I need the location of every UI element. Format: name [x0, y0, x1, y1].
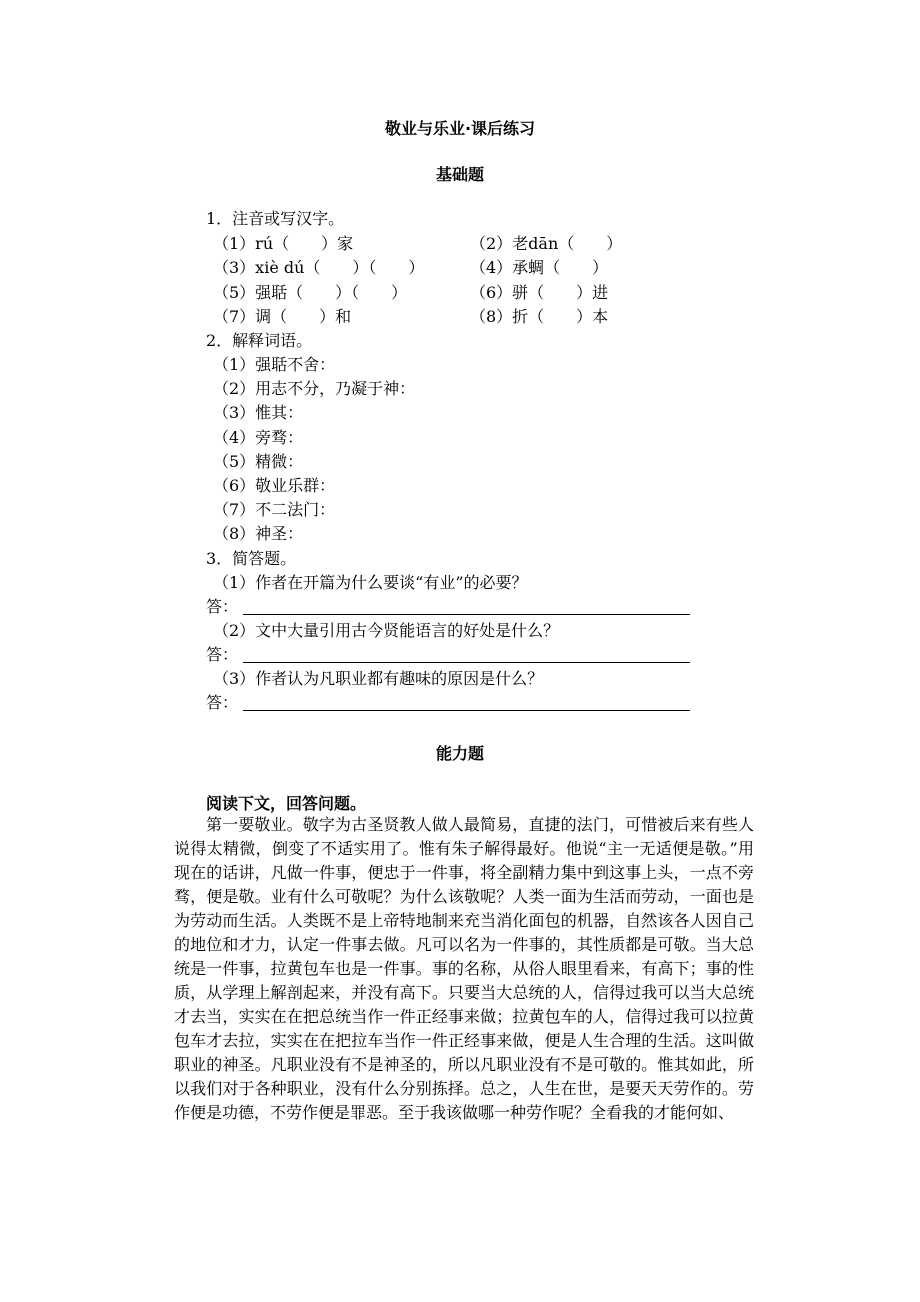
- q2-item-3: （3）惟其：: [213, 403, 304, 422]
- q1-item-3: （3）xiè dú（ ）（ ）: [213, 258, 425, 277]
- q3-question-1: （1）作者在开篇为什么要谈“有业”的必要？: [213, 573, 528, 592]
- reading-heading: 阅读下文，回答问题。: [206, 794, 367, 813]
- reading-passage: [174, 813, 754, 1125]
- q3-answer-label-2: 答：: [206, 645, 239, 664]
- q1-item-6: （6）骈（ ）进: [470, 283, 609, 302]
- passage-paragraph: 第一要敬业。敬字为古圣贤教人做人最简易，直捷的法门，可惜被后来有些人说得太精微，倒变了不适实用了。惟有朱子解得最好。他说“主一无适便是敬。”用现在的话讲，凡做一件事，便忠于一件事，将全副精力集中到这事上头，一点不旁骛，便是敬。业有什么可敬呢？为什么该敬呢？人类一面为生活而劳动，一面也是为劳动而生活。人类既不是上帝特地制来充当消化面包的机器，自然该各人因自己的地位和才力，认定一件事去做。凡可以名为一件事的，其性质都是可敬。当大总统是一件事，拉黄包车也是一件事。事的名称，从俗人眼里看来，有高下；事的性质，从学理上解剖起来，并没有高下。只要当大总统的人，信得过我可以当大总统才去当，实实在在把总统当作一件正经事来做；拉黄包车的人，信得过我可以拉黄包车才去拉，实实在在把拉车当作一件正经事来做，便是人生合理的生活。这叫做职业的神圣。凡职业没有不是神圣的，所以凡职业没有不是可敬的。惟其如此，所以我们对于各种职业，没有什么分别拣择。总之，人生在世，是要天天劳作的。劳作便是功德，不劳作便是罪恶。至于我该做哪一种劳作呢？全看我的才能何如、: [174, 815, 754, 1122]
- q2-item-8: （8）神圣：: [213, 524, 304, 543]
- q2-item-2: （2）用志不分，乃凝于神：: [213, 379, 416, 398]
- q1-item-7: （7）调（ ）和: [213, 307, 352, 326]
- q2-item-5: （5）精微：: [213, 452, 304, 471]
- q2-heading: 2．解释词语。: [206, 331, 313, 350]
- q2-item-4: （4）旁骛：: [213, 428, 304, 447]
- q3-question-2: （2）文中大量引用古今贤能语言的好处是什么？: [213, 621, 560, 640]
- q1-item-4: （4）承蜩（ ）: [470, 258, 609, 277]
- q3-answer-line-2[interactable]: [243, 662, 690, 663]
- q1-item-5: （5）强聒（ ）（ ）: [213, 283, 408, 302]
- q1-heading: 1．注音或写汉字。: [206, 209, 345, 228]
- q2-item-7: （7）不二法门：: [213, 500, 336, 519]
- q3-answer-label-3: 答：: [206, 693, 239, 712]
- q1-item-2: （2）老dān（ ）: [470, 234, 623, 253]
- q1-item-8: （8）折（ ）本: [470, 307, 609, 326]
- section-ability-heading: 能力题: [435, 744, 484, 763]
- q1-item-1: （1）rú（ ）家: [213, 234, 354, 253]
- q3-question-3: （3）作者认为凡职业都有趣味的原因是什么？: [213, 669, 544, 688]
- q2-item-1: （1）强聒不舍：: [213, 355, 336, 374]
- q3-answer-label-1: 答：: [206, 597, 239, 616]
- q3-answer-line-3[interactable]: [243, 710, 690, 711]
- q3-heading: 3．简答题。: [206, 549, 297, 568]
- q3-answer-line-1[interactable]: [243, 614, 690, 615]
- section-basic-heading: 基础题: [435, 165, 484, 184]
- q2-item-6: （6）敬业乐群：: [213, 476, 336, 495]
- document-title: 敬业与乐业·课后练习: [384, 119, 536, 138]
